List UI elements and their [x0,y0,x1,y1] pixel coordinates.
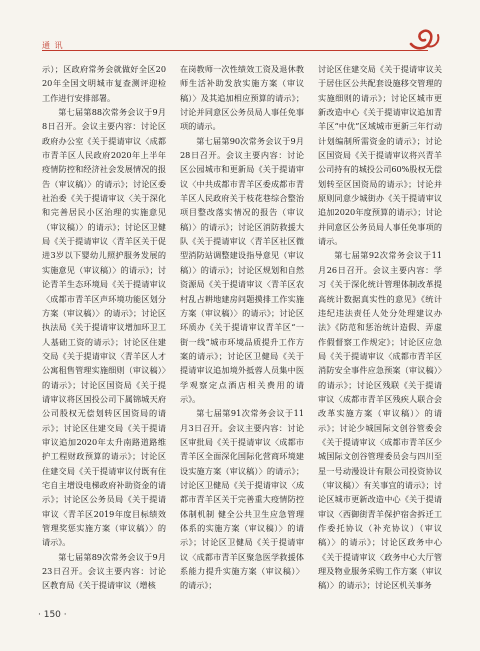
paragraph: 在岗教师一次性绩效工资及退休教师生活补助发放实施方案（审议稿）〉及其追加相应预算的请示》；讨论并同意区公务员局人事任免事项的请示。 [180,64,304,132]
text-column-2 [180,62,304,614]
swirl-logo-icon [408,26,442,52]
paragraph: 第七届第91次常务会议于11月3日召开。会议主要内容：讨论区审批局《关于提请审议〈成都市青羊区全面深化国际化营商环境建设实施方案（审议稿）〉的请示》；讨论区卫健局《关于提请审议〈成都市青羊区关于完善重大疫情防控体制机制 健全公共卫生应急管理体系的实施方案（审议稿）〉的请示》；讨论区卫健局《关于提请审议〈成都市青羊区聚急医学救援体系能力提升实施方案（审议稿）〉的请示》； [180,408,304,591]
paragraph: 第七届第90次常务会议于9月28日召开。会议主要内容：讨论区公园城市和更新局《关于提请审议〈中共成都市青羊区委成都市青羊区人民政府关于枝花巷综合整治项目整改落实情况的报告（审议稿）〉的请示》；讨论区消防救援大队《关于提请审议〈青羊区社区微型消防站调整建设指导意见（审议稿）〉的请示》；讨论区规划和自然资源局《关于提请审议〈青羊区农村乱占耕地建房问题摸排工作实施方案（审议稿）〉的请示》；讨论区环质办《关于提请审议青羊区“一街一线”城市环境品质提升工作方案的请示》；讨论区卫健局《关于提请审议追加境外抵蓉人员集中医学观察定点酒店相关费用的请示》。 [180,135,304,404]
text-column-1 [42,62,166,614]
paragraph: 讨论区住建交局《关于提请审议关于居住区公共配套设施移交管理的实施细则的请示》；讨论区城市更新改造中心《关于提请审议追加青羊区“中优”区域城市更新三年行动计划编制所需资金的请示》；讨论区国资局《关于提请审议将兴青羊公司持有的城投公司60%股权无偿划转至区国资局的请示》；讨论并原则同意少城街办《关于提请审议追加2020年度预算的请示》；讨论并同意区公务员局人事任免事项的请示。 [318,64,442,247]
paragraph: 示）；区政府常务会就做好全区2020年全国文明城市复查测评迎检工作进行安排部署。 [42,64,166,103]
page-header [0,0,480,52]
header-rule [42,50,428,51]
section-label: 通 讯 [42,41,64,50]
paragraph: 第七届第88次常务会议于9月8日召开。会议主要内容：讨论区政府办公室《关于提请审议〈成都市青羊区人民政府2020年上半年疫情防控和经济社会发展情况的报告（审议稿）〉的请示》；讨论区委社治委《关于提请审议〈关于深化和完善居民小区治理的实施意见（审议稿）〉的请示》；讨论区卫健局《关于提请审议〈青羊区关于促进3岁以下婴幼儿照护服务发展的实施意见（审议稿）〉的请示》；讨论青羊生态环境局《关于提请审议〈成都市青羊区声环境功能区划分方案（审议稿）〉的请示》；讨论区执法局《关于提请审议增加环卫工人基础工资的请示》；讨论区住建交局《关于提请审议〈青羊区人才公寓租售管理实施细则（审议稿）〉的请示》；讨论区国资局《关于提请审议将区国投公司下属锦城天府公司股权无偿划转区国资局的请示》；讨论区住建交局《关于提请审议追加2020年太升南路道路维护工程财政预算的请示》；讨论区住建交局《关于提请审议付既有住宅自主增设电梯政府补助资金的请示》；讨论区公务员局《关于提请审议〈青羊区2019年度目标绩效管理奖惩实施方案（审议稿）〉的请示》。 [42,107,166,548]
paragraph: 第七届第89次常务会议于9月23日召开。会议主要内容：讨论区教育局《关于提请审议（增核 [42,551,166,591]
page-number: · 150 · [38,610,67,620]
paragraph: 第七届第92次常务会议于11月26日召开。会议主要内容：学习《关于深化统计管理体制改革提高统计数据真实性的意见》《统计违纪违法责任人处分处理建议办法》《防范和惩治统计造假、弄虚作假督察工作规定》；讨论区应急局《关于提请审议〈成都市青羊区消防安全事件应急预案（审议稿）〉的请示》；讨论区残联《关于提请审议〈成都市青羊区残疾人联合会改革实施方案（审议稿）〉的请示》；讨论少城国际文创谷管委会《关于提请审议〈成都市青羊区少城国际文创谷管理委员会与四川至星一号动漫设计有限公司投资协议（审议稿）〉有关事宜的请示》；讨论区城市更新改造中心《关于提请审议〈西御街青羊保护宿舍拆迁工作委托协议（补充协议）（审议稿）〉的请示》；讨论区政务中心《关于提请审议〈政务中心大厅管理及物业服务采购工作方案（审议稿）〉的请示》；讨论区机关事务 [318,250,442,591]
article-columns [42,62,442,614]
text-column-3 [318,62,442,614]
